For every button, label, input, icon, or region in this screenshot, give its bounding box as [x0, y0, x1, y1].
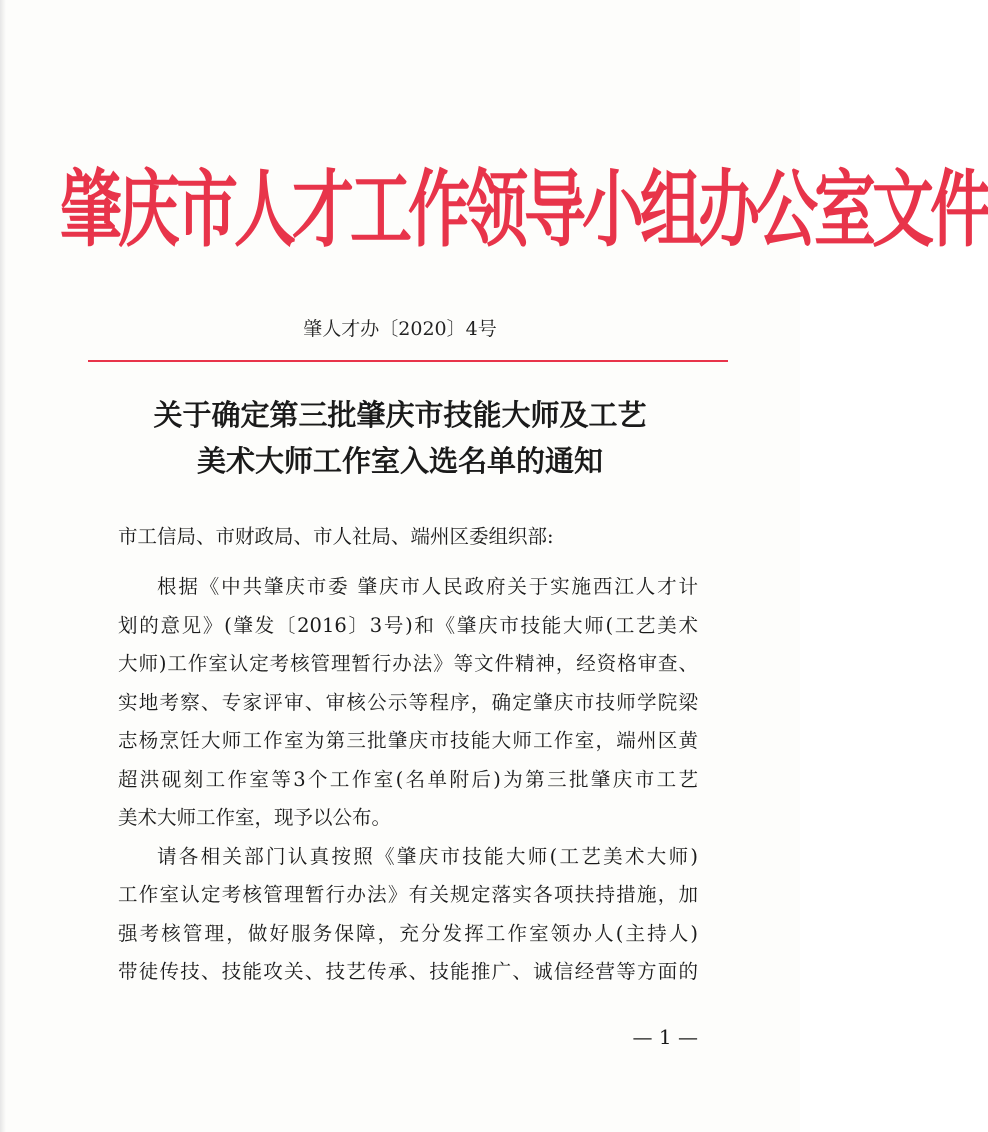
page-number: — 1 —: [632, 1025, 698, 1049]
paragraph-line: 强考核管理，做好服务保障，充分发挥工作室领办人(主持人): [118, 921, 698, 945]
paragraph-line: 美术大师工作室，现予以公布。: [118, 806, 392, 829]
recipients-line: 市工信局、市财政局、市人社局、端州区委组织部:: [118, 525, 554, 548]
document-number: 肇人才办〔2020〕4号: [303, 318, 497, 340]
body-text: [118, 568, 698, 992]
red-separator-line: [88, 360, 728, 362]
paragraph-line: 工作室认定考核管理暂行办法》有关规定落实各项扶持措施，加: [118, 883, 698, 906]
paragraph-line: 实地考察、专家评审、审核公示等程序，确定肇庆市技师学院梁: [118, 690, 698, 714]
notice-title-line: 关于确定第三批肇庆市技能大师及工艺: [153, 398, 647, 432]
paragraph-line: 请各相关部门认真按照《肇庆市技能大师(工艺美术大师): [157, 844, 698, 868]
paragraph-line: 带徒传技、技能攻关、技艺传承、技能推广、诚信经营等方面的: [118, 960, 698, 983]
paragraph-line: 大师)工作室认定考核管理暂行办法》等文件精神，经资格审查、: [118, 652, 698, 675]
issuing-office-title: 肇庆市人才工作领导小组办公室文件: [60, 160, 988, 259]
paragraph-line: 志杨烹饪大师工作室为第三批肇庆市技能大师工作室，端州区黄: [118, 729, 698, 752]
notice-title: [60, 392, 740, 484]
paragraph-line: 划的意见》(肇发〔2016〕3号)和《肇庆市技能大师(工艺美术: [118, 613, 698, 637]
paragraph-line: 根据《中共肇庆市委 肇庆市人民政府关于实施西江人才计: [157, 575, 698, 598]
scan-edge: [0, 0, 6, 1132]
notice-title-line: 美术大师工作室入选名单的通知: [196, 444, 603, 478]
paragraph-line: 超洪砚刻工作室等3个工作室(名单附后)为第三批肇庆市工艺: [118, 767, 698, 791]
